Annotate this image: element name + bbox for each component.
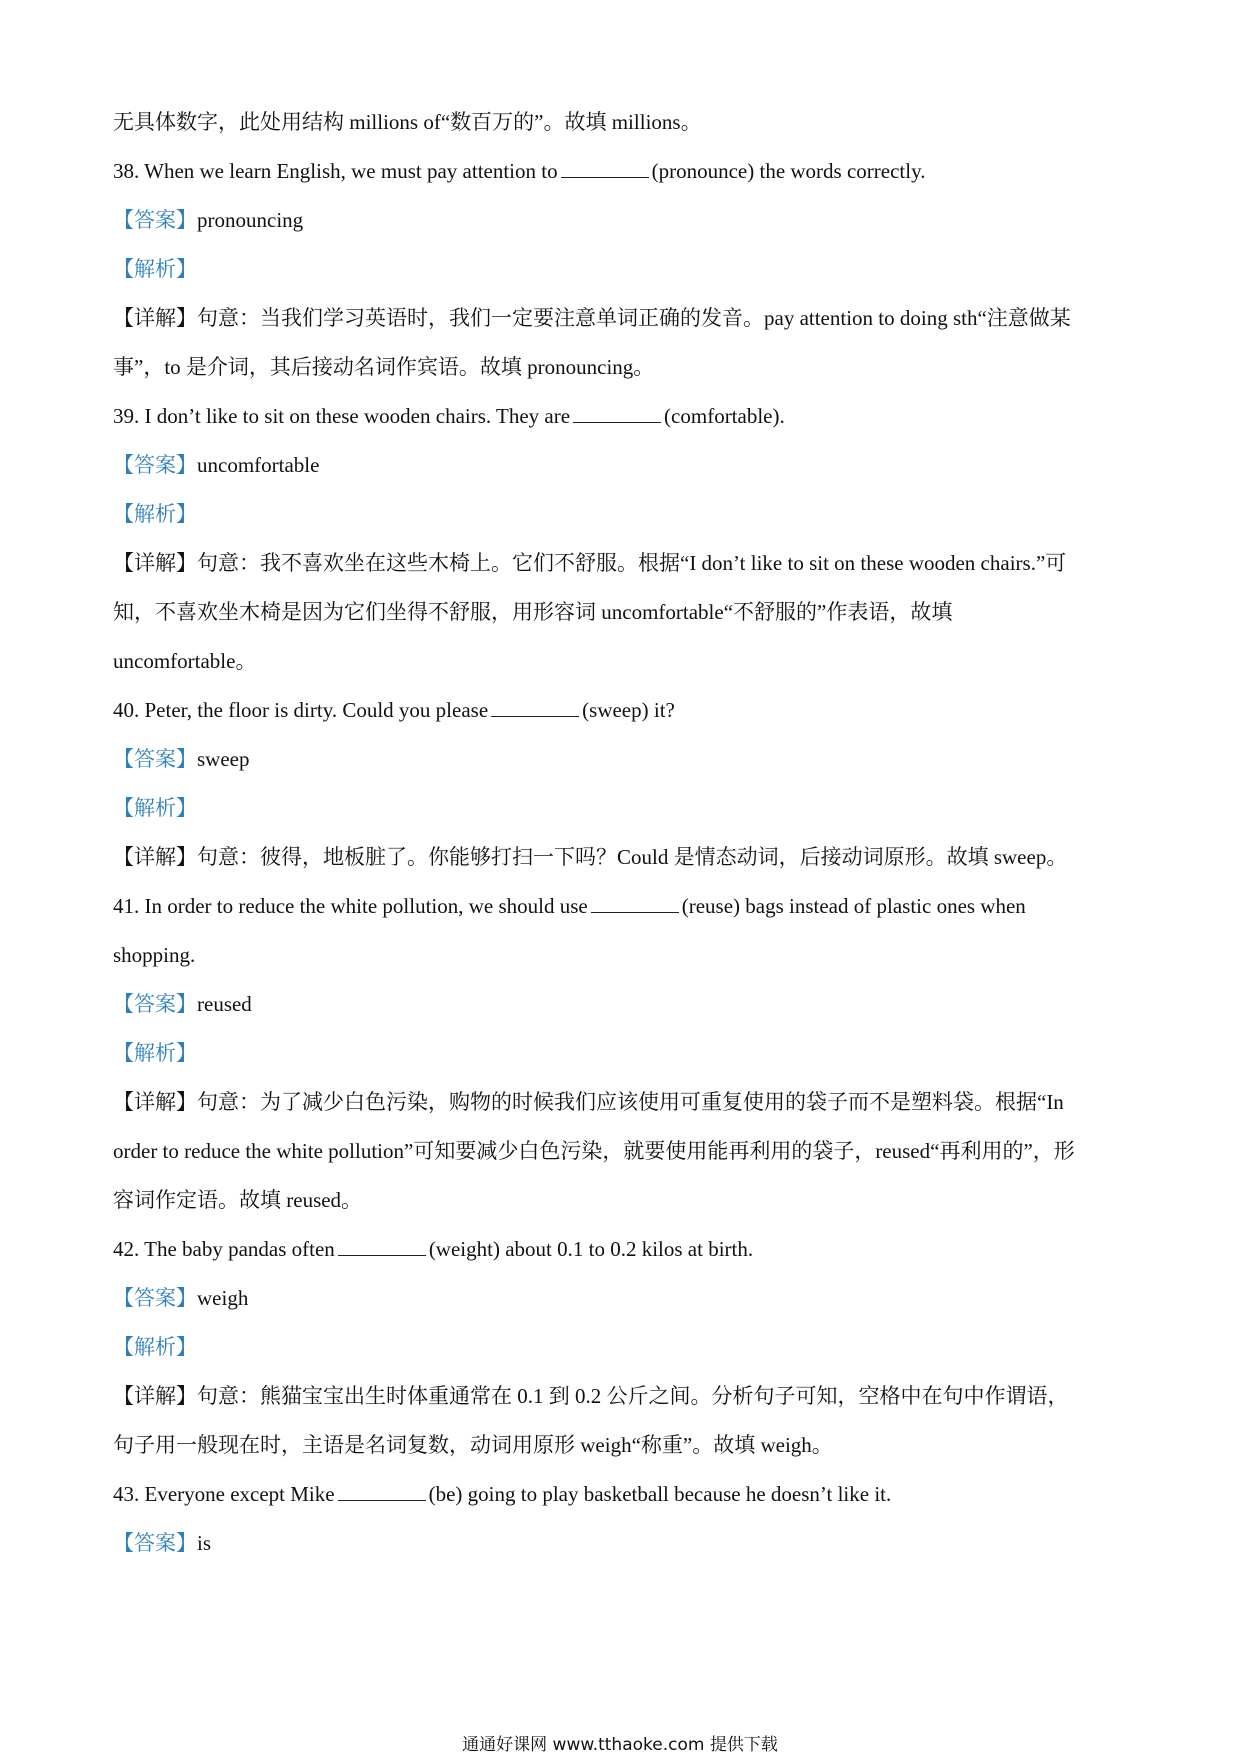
answer-label: 【答案】 bbox=[113, 1531, 197, 1555]
q40-detail-1 bbox=[113, 833, 1133, 882]
q38-text-before: 38. When we learn English, we must pay attention to bbox=[113, 159, 558, 183]
answer-label: 【答案】 bbox=[113, 453, 197, 477]
analysis-label: 【解析】 bbox=[113, 257, 197, 281]
q38-blank bbox=[561, 161, 649, 178]
q40-detail-text-1: 句意：彼得，地板脏了。你能够打扫一下吗？Could 是情态动词，后接动词原形。故填 sweep。 bbox=[197, 845, 1068, 869]
analysis-label: 【解析】 bbox=[113, 502, 197, 526]
answer-label: 【答案】 bbox=[113, 208, 197, 232]
question-40 bbox=[113, 686, 1133, 735]
q41-answer bbox=[113, 980, 1133, 1029]
page-footer: 通通好课网 www.tthaoke.com 提供下载 bbox=[462, 1735, 778, 1755]
q39-detail-2 bbox=[113, 588, 1133, 637]
q42-detail-1 bbox=[113, 1372, 1133, 1421]
q42-detail-2 bbox=[113, 1421, 1133, 1470]
q39-text-before: 39. I don’t like to sit on these wooden chairs. They are bbox=[113, 404, 571, 428]
q40-answer bbox=[113, 735, 1133, 784]
q41-blank bbox=[591, 896, 679, 913]
q41-answer-text: reused bbox=[197, 992, 252, 1016]
detail-label: 【详解】 bbox=[113, 551, 197, 575]
q41-text-before: 41. In order to reduce the white pollution, we should use bbox=[113, 894, 588, 918]
q39-detail-text-1: 句意：我不喜欢坐在这些木椅上。它们不舒服。根据“I don’t like to sit on these wooden chairs.”可 bbox=[197, 551, 1067, 575]
q39-detail-text-3: uncomfortable。 bbox=[113, 649, 257, 673]
q38-detail-text-2: 事”，to 是介词，其后接动名词作宾语。故填 pronouncing。 bbox=[113, 355, 655, 379]
q42-text-after: (weight) about 0.1 to 0.2 kilos at birth. bbox=[428, 1237, 754, 1261]
analysis-label: 【解析】 bbox=[113, 1335, 197, 1359]
q43-answer-text: is bbox=[197, 1531, 212, 1555]
q42-detail-text-2: 句子用一般现在时，主语是名词复数，动词用原形 weigh“称重”。故填 weigh。 bbox=[113, 1433, 833, 1457]
q42-text-before: 42. The baby pandas often bbox=[113, 1237, 335, 1261]
question-42 bbox=[113, 1225, 1133, 1274]
question-41 bbox=[113, 882, 1133, 931]
intro-line bbox=[113, 98, 1133, 147]
q41-analysis bbox=[113, 1029, 1133, 1078]
q43-text-before: 43. Everyone except Mike bbox=[113, 1482, 335, 1506]
q43-blank bbox=[338, 1484, 426, 1501]
q43-text-after: (be) going to play basketball because he doesn’t like it. bbox=[428, 1482, 892, 1506]
q40-blank bbox=[491, 700, 579, 717]
q41-text-after: (reuse) bags instead of plastic ones when bbox=[681, 894, 1026, 918]
q39-answer-text: uncomfortable bbox=[197, 453, 320, 477]
analysis-label: 【解析】 bbox=[113, 796, 197, 820]
detail-label: 【详解】 bbox=[113, 306, 197, 330]
q40-text-after: (sweep) it? bbox=[582, 698, 675, 722]
q39-detail-1 bbox=[113, 539, 1133, 588]
q39-answer bbox=[113, 441, 1133, 490]
q43-answer bbox=[113, 1519, 1133, 1568]
q39-detail-3 bbox=[113, 637, 1133, 686]
q39-analysis bbox=[113, 490, 1133, 539]
question-41-cont bbox=[113, 931, 1133, 980]
q38-detail-text-1: 句意：当我们学习英语时，我们一定要注意单词正确的发音。pay attention to doing sth“注意做某 bbox=[197, 306, 1071, 330]
q40-text-before: 40. Peter, the floor is dirty. Could you please bbox=[113, 698, 489, 722]
q38-answer-text: pronouncing bbox=[197, 208, 304, 232]
q42-answer-text: weigh bbox=[197, 1286, 249, 1310]
q38-answer bbox=[113, 196, 1133, 245]
analysis-label: 【解析】 bbox=[113, 1041, 197, 1065]
q39-detail-text-2: 知，不喜欢坐木椅是因为它们坐得不舒服，用形容词 uncomfortable“不舒服的”作表语，故填 bbox=[113, 600, 953, 624]
detail-label: 【详解】 bbox=[113, 1384, 197, 1408]
question-43 bbox=[113, 1470, 1133, 1519]
answer-label: 【答案】 bbox=[113, 1286, 197, 1310]
q42-answer bbox=[113, 1274, 1133, 1323]
q40-answer-text: sweep bbox=[197, 747, 250, 771]
q38-detail-1 bbox=[113, 294, 1133, 343]
q41-detail-3 bbox=[113, 1176, 1133, 1225]
q41-detail-text-3: 容词作定语。故填 reused。 bbox=[113, 1188, 363, 1212]
q42-detail-text-1: 句意：熊猫宝宝出生时体重通常在 0.1 到 0.2 公斤之间。分析句子可知，空格中在句中作谓语， bbox=[197, 1384, 1069, 1408]
q42-blank bbox=[338, 1239, 426, 1256]
q38-detail-2 bbox=[113, 343, 1133, 392]
answer-label: 【答案】 bbox=[113, 992, 197, 1016]
q38-text-after: (pronounce) the words correctly. bbox=[651, 159, 926, 183]
document-page bbox=[113, 98, 1133, 1568]
q41-detail-text-2: order to reduce the white pollution”可知要减少白色污染，就要使用能再利用的袋子，reused“再利用的”，形 bbox=[113, 1139, 1075, 1163]
answer-label: 【答案】 bbox=[113, 747, 197, 771]
q39-blank bbox=[573, 406, 661, 423]
q39-text-after: (comfortable). bbox=[664, 404, 785, 428]
q41-detail-1 bbox=[113, 1078, 1133, 1127]
q40-analysis bbox=[113, 784, 1133, 833]
q42-analysis bbox=[113, 1323, 1133, 1372]
detail-label: 【详解】 bbox=[113, 845, 197, 869]
detail-label: 【详解】 bbox=[113, 1090, 197, 1114]
question-38 bbox=[113, 147, 1133, 196]
q38-analysis bbox=[113, 245, 1133, 294]
q41-detail-text-1: 句意：为了减少白色污染，购物的时候我们应该使用可重复使用的袋子而不是塑料袋。根据“In bbox=[197, 1090, 1064, 1114]
question-39 bbox=[113, 392, 1133, 441]
q41-text-cont: shopping. bbox=[113, 943, 196, 967]
intro-text: 无具体数字，此处用结构 millions of“数百万的”。故填 millions。 bbox=[113, 110, 702, 134]
q41-detail-2 bbox=[113, 1127, 1133, 1176]
